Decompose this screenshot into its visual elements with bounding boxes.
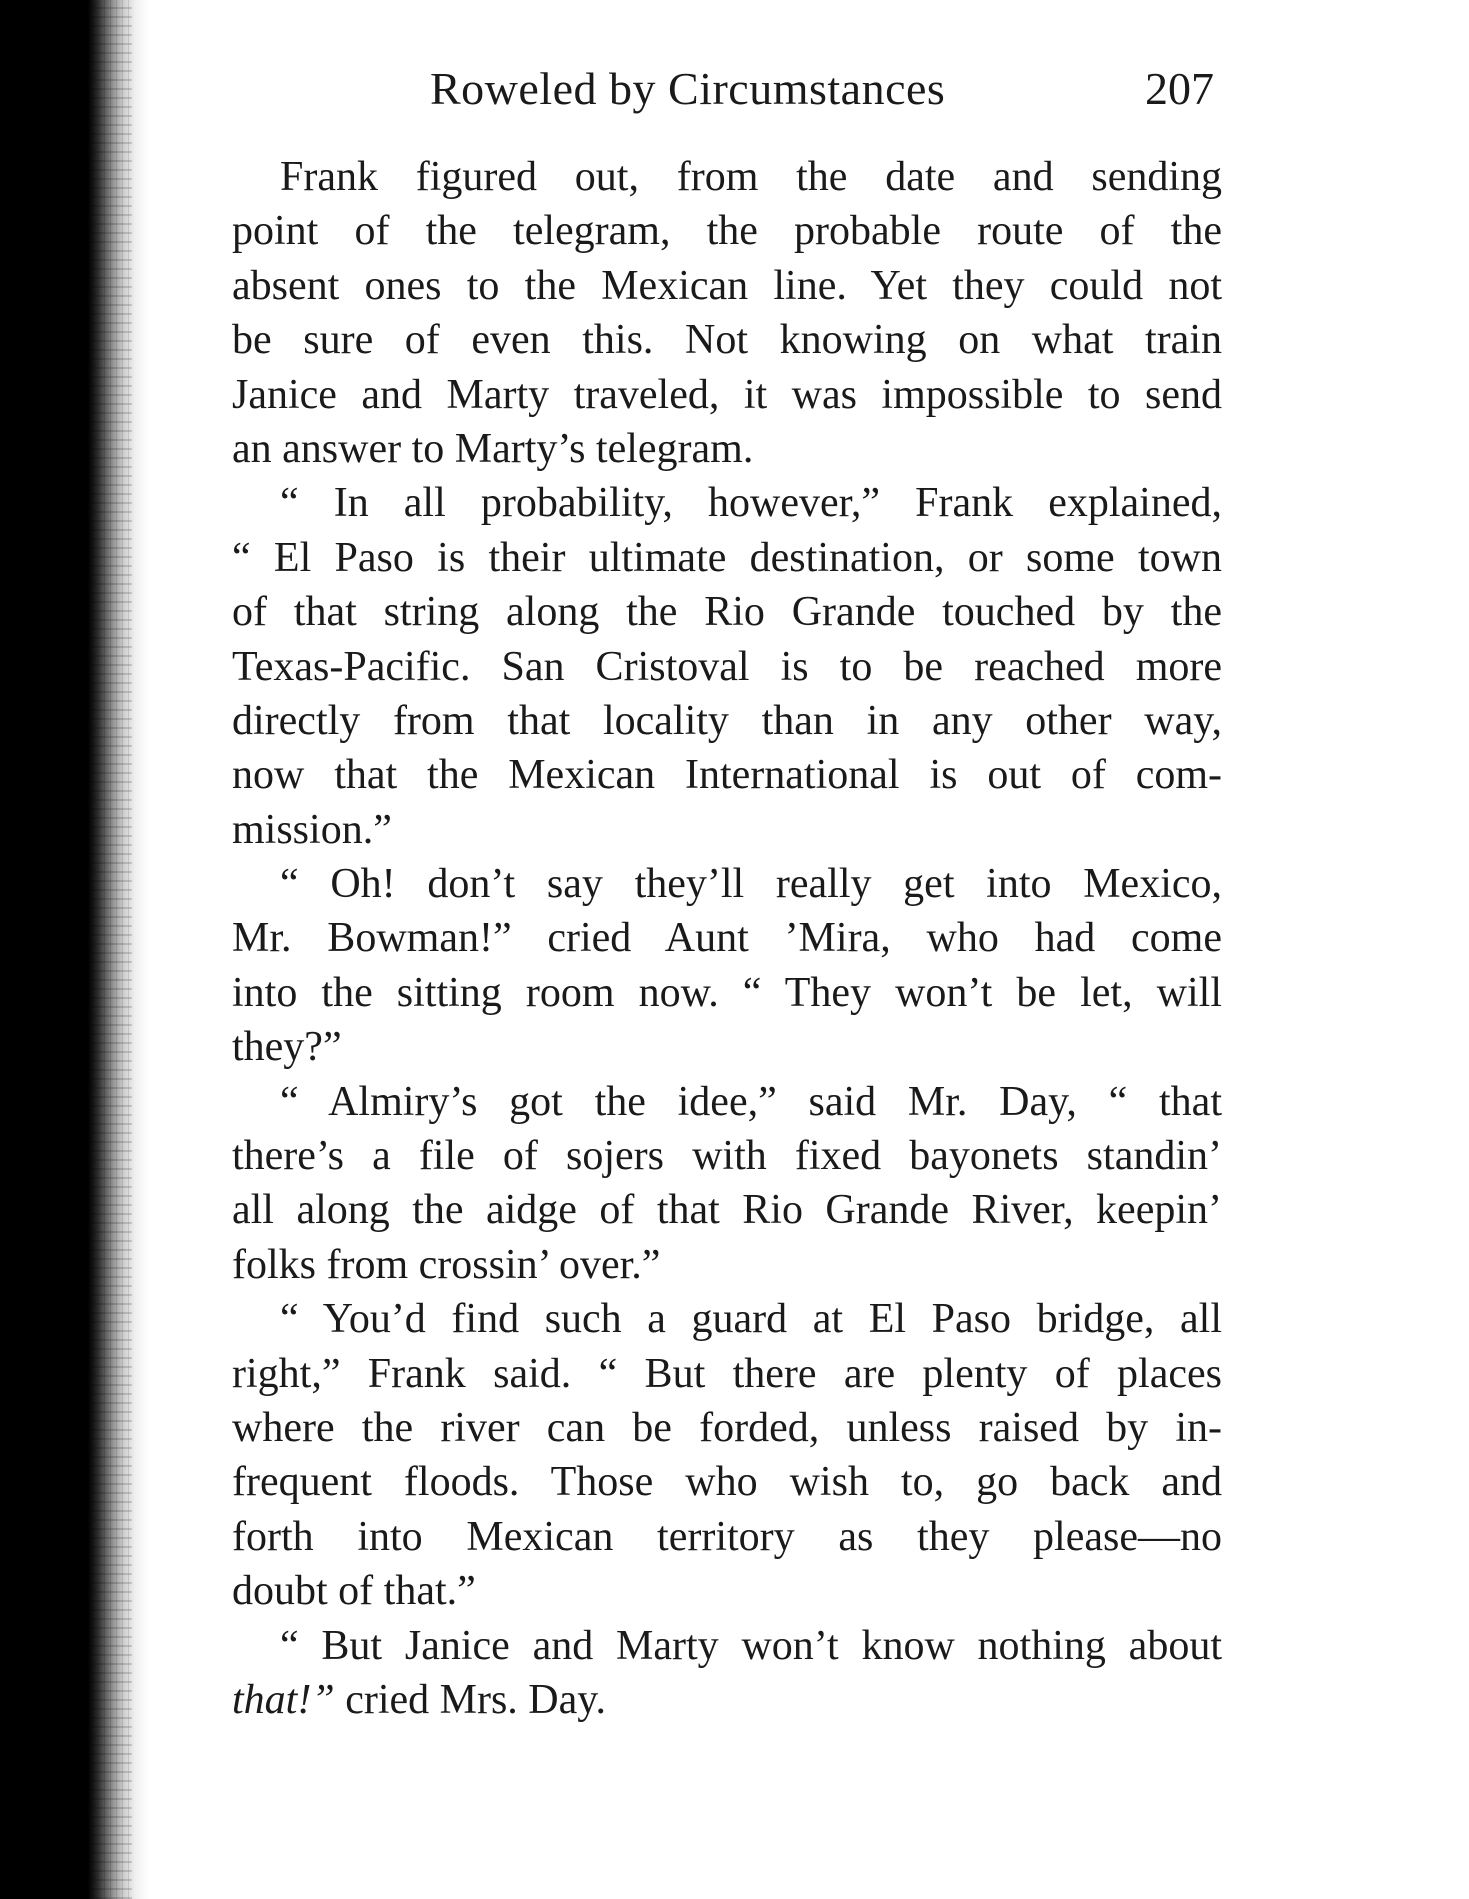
text-line: into the sitting room now. “ They won’t be let, will [232,969,1222,1016]
body-text [232,150,1222,1727]
text-line: “ El Paso is their ultimate destination, or some town [232,534,1222,581]
text-line: they?” [232,1024,342,1071]
text-line: there’s a file of sojers with fixed bayonets standin’ [232,1133,1222,1180]
page-header [430,62,1230,122]
text-line: Frank figured out, from the date and sending [280,154,1222,200]
text-line: all along the aidge of that Rio Grande River, keepin’ [232,1187,1222,1234]
text-line: mission.” [232,806,392,853]
text-line: right,” Frank said. “ But there are plenty of places [232,1350,1222,1397]
text-line: an answer to Marty’s telegram. [232,425,754,472]
text-line: directly from that locality than in any other way, [232,697,1222,744]
text-line: “ Almiry’s got the idee,” said Mr. Day, “ that [280,1078,1222,1125]
text-line: Mr. Bowman!” cried Aunt ’Mira, who had come [232,915,1222,962]
binding-gutter-texture [92,0,132,1899]
text-line: “ In all probability, however,” Frank explained, [280,480,1222,527]
text-line: folks from crossin’ over.” [232,1241,661,1288]
text-line: of that string along the Rio Grande touched by the [232,589,1222,636]
text-line: now that the Mexican International is out of com- [232,752,1222,799]
running-title: Roweled by Circumstances [430,63,946,114]
page-number: 207 [1145,63,1214,114]
text-line: doubt of that.” [232,1568,476,1615]
text-line: Janice and Marty traveled, it was impossible to send [232,371,1222,418]
text-line: “ You’d find such a guard at El Paso bridge, all [280,1296,1222,1343]
text-line: absent ones to the Mexican line. Yet they could not [232,262,1222,309]
text-line: point of the telegram, the probable route of the [232,208,1222,255]
text-line: “ But Janice and Marty won’t know nothing about [280,1622,1222,1669]
text-line: be sure of even this. Not knowing on what train [232,317,1222,364]
text-line: frequent floods. Those who wish to, go back and [232,1459,1222,1506]
text-line: “ Oh! don’t say they’ll really get into Mexico, [280,861,1222,908]
text-line: Texas-Pacific. San Cristoval is to be reached more [232,643,1222,690]
text-line: forth into Mexican territory as they please—no [232,1513,1222,1560]
text-line-final [232,1673,1222,1727]
italic-emphasis: that!” [232,1676,335,1723]
final-line-text: cried Mrs. Day. [334,1676,607,1723]
text-line: where the river can be forded, unless raised by in- [232,1404,1222,1451]
